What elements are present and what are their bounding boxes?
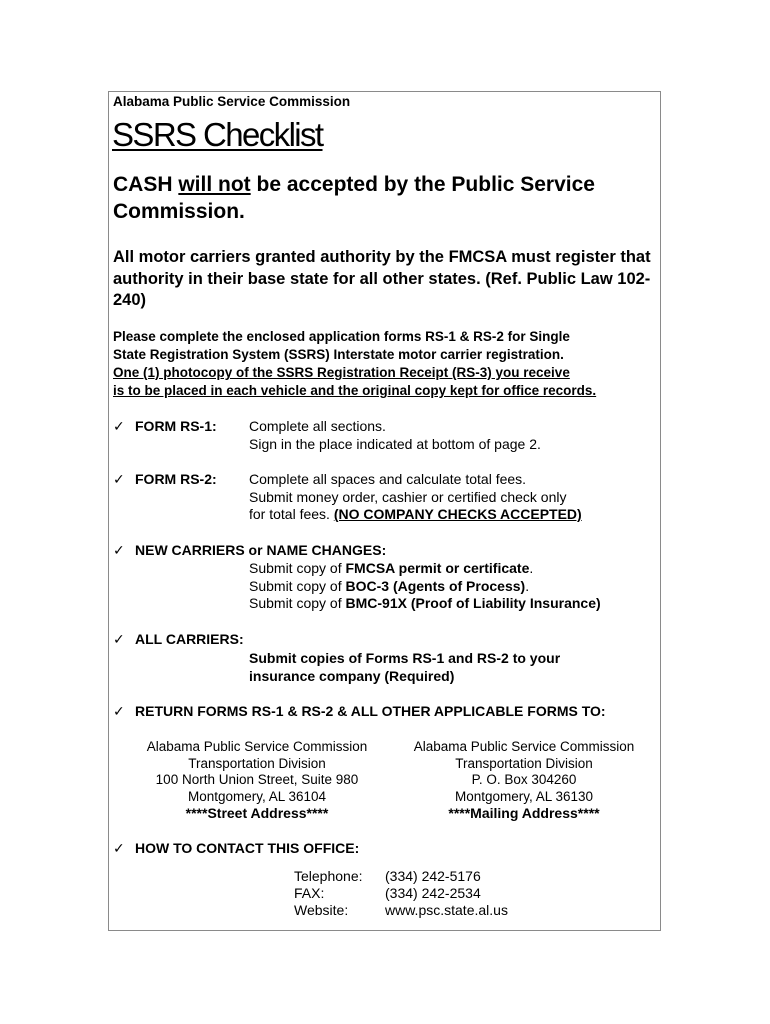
intro-paragraph: All motor carriers granted authority by the FMCSA must register that authority in their base state for all other states. (Ref. Public Law 102-240) xyxy=(113,248,651,309)
all-carriers-description xyxy=(249,650,560,685)
description-line: insurance company (Required) xyxy=(249,667,455,684)
checkmark-icon: ✓ xyxy=(113,840,125,856)
address-line: P. O. Box 304260 xyxy=(471,772,577,787)
required-document: BMC-91X (Proof of Liability Insurance) xyxy=(345,595,601,611)
checklist-item-rs2 xyxy=(113,471,217,488)
telephone-number: (334) 242-5176 xyxy=(385,868,481,884)
checklist-item-rs1 xyxy=(113,418,217,435)
page-title: SSRS Checklist xyxy=(112,116,323,153)
fax-label: FAX: xyxy=(294,885,325,901)
checklist-item-new-carriers xyxy=(113,542,386,559)
address-line: 100 North Union Street, Suite 980 xyxy=(155,772,359,787)
rs1-description xyxy=(249,418,541,453)
checklist-label: ALL CARRIERS: xyxy=(135,631,244,647)
address-type-label: ****Street Address**** xyxy=(185,805,329,821)
website-link[interactable]: www.psc.state.al.us xyxy=(385,902,508,918)
no-company-checks-notice: (NO COMPANY CHECKS ACCEPTED) xyxy=(333,506,582,522)
checklist-item-return-forms xyxy=(113,703,606,720)
checkmark-icon: ✓ xyxy=(113,542,125,558)
instructions-line: Please complete the enclosed application forms RS-1 & RS-2 for Single xyxy=(113,329,570,344)
description-text: . xyxy=(529,560,534,576)
checkmark-icon: ✓ xyxy=(113,471,125,487)
required-document: BOC-3 (Agents of Process) xyxy=(345,577,526,594)
cash-notice xyxy=(113,171,653,225)
checklist-label: RETURN FORMS RS-1 & RS-2 & ALL OTHER APPLICABLE FORMS TO: xyxy=(135,703,606,719)
description-text: for total fees. xyxy=(249,506,334,522)
description-line: Complete all sections. xyxy=(249,418,386,434)
checkmark-icon: ✓ xyxy=(113,418,125,434)
checklist-label: HOW TO CONTACT THIS OFFICE: xyxy=(135,840,360,856)
website-label: Website: xyxy=(294,902,349,918)
telephone-label: Telephone: xyxy=(294,868,363,884)
description-line: Complete all spaces and calculate total fees. xyxy=(249,471,527,487)
contact-row-website xyxy=(294,902,508,919)
description-line: Sign in the place indicated at bottom of page 2. xyxy=(249,435,541,452)
instructions-line-underlined: One (1) photocopy of the SSRS Registration Receipt (RS-3) you receive xyxy=(113,365,570,380)
description-line xyxy=(249,560,601,578)
address-type-label: ****Mailing Address**** xyxy=(448,805,600,821)
address-line: Alabama Public Service Commission xyxy=(413,739,635,754)
description-line xyxy=(249,595,601,613)
description-text: Submit copy of xyxy=(249,595,346,611)
required-document: FMCSA permit or certificate xyxy=(345,560,530,576)
fax-number: (334) 242-2534 xyxy=(385,885,481,901)
instructions-paragraph xyxy=(113,328,596,400)
mailing-address-block xyxy=(394,739,654,822)
address-line: Transportation Division xyxy=(455,755,593,771)
rs2-description xyxy=(249,471,582,524)
description-line xyxy=(249,578,601,596)
checklist-item-all-carriers xyxy=(113,631,244,648)
checkmark-icon: ✓ xyxy=(113,631,125,647)
checklist-label: FORM RS-1: xyxy=(135,418,217,434)
description-text: Submit copy of xyxy=(249,560,346,576)
description-line xyxy=(249,506,582,524)
checklist-item-contact xyxy=(113,840,359,857)
contact-row-fax xyxy=(294,885,508,902)
cash-notice-suffix: be accepted by the Public Service Commission. xyxy=(113,173,595,223)
checklist-label: NEW CARRIERS or NAME CHANGES: xyxy=(135,542,387,558)
instructions-line-underlined: is to be placed in each vehicle and the original copy kept for office records. xyxy=(113,383,597,398)
address-line: Montgomery, AL 36104 xyxy=(187,788,327,804)
contact-details xyxy=(294,868,508,919)
cash-notice-emphasis: will not xyxy=(178,173,251,196)
address-line: Montgomery, AL 36130 xyxy=(454,788,594,804)
description-text: Submit copy of xyxy=(249,577,346,594)
street-address-block xyxy=(127,739,387,822)
description-text: . xyxy=(525,577,530,594)
description-line: Submit money order, cashier or certified check only xyxy=(249,488,567,505)
checklist-label: FORM RS-2: xyxy=(135,471,217,487)
instructions-line: State Registration System (SSRS) Interstate motor carrier registration. xyxy=(113,347,564,362)
address-line: Alabama Public Service Commission xyxy=(146,739,368,754)
cash-notice-prefix: CASH xyxy=(113,173,179,196)
address-line: Transportation Division xyxy=(188,755,326,771)
checkmark-icon: ✓ xyxy=(113,703,125,719)
contact-row-telephone xyxy=(294,868,508,885)
description-line: Submit copies of Forms RS-1 and RS-2 to your xyxy=(249,650,561,666)
new-carriers-description xyxy=(249,560,601,613)
organization-name: Alabama Public Service Commission xyxy=(113,94,351,109)
